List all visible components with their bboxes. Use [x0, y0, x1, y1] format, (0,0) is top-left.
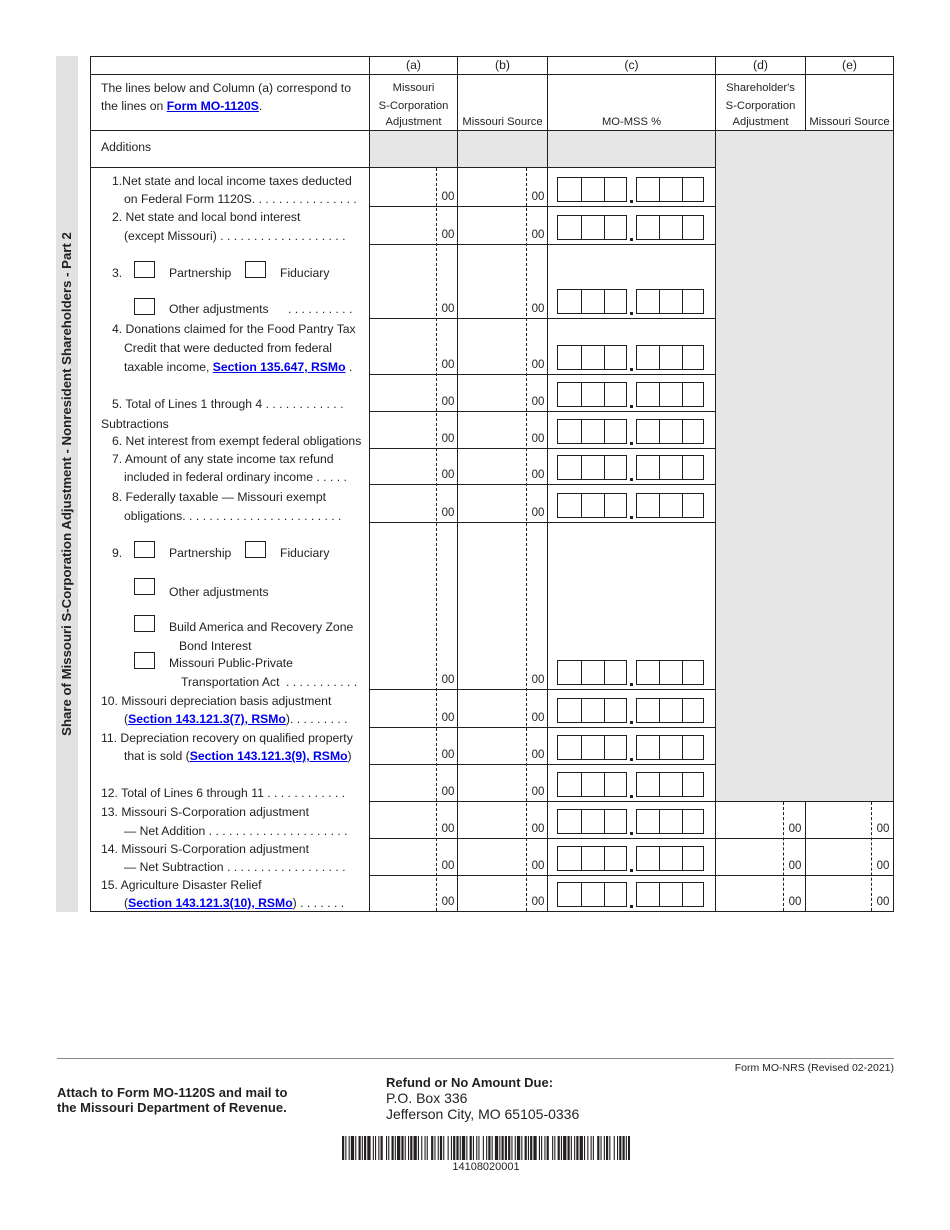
line-3-number: 3. — [112, 266, 123, 280]
line-2-col-a-input[interactable] — [371, 214, 435, 242]
line-7-col-a-input[interactable] — [371, 454, 435, 482]
line-13-col-d-input[interactable] — [717, 808, 781, 836]
line-5-col-a-cents: 00 — [441, 396, 455, 408]
line-9-partnership-checkbox[interactable] — [134, 541, 155, 558]
form-mo-1120s-link[interactable]: Form MO-1120S — [166, 99, 259, 113]
line-3-mo-mss-whole[interactable] — [557, 289, 627, 314]
line-13-col-e-input[interactable] — [807, 808, 869, 836]
line-6-mo-mss-decimal[interactable] — [636, 419, 704, 444]
line-12-col-a-cents: 00 — [441, 786, 455, 798]
line-5-col-b-cents: 00 — [531, 396, 545, 408]
line-10-col-b-cents: 00 — [531, 712, 545, 724]
line-15-decimal-point — [630, 905, 633, 908]
line-9-col-b-cents: 00 — [531, 674, 545, 686]
line-9-mo-mss-decimal[interactable] — [636, 660, 704, 685]
line-9-public-private-checkbox[interactable] — [134, 652, 155, 669]
line-13-col-e-cents: 00 — [876, 823, 890, 835]
line-8-col-b-input[interactable] — [459, 492, 525, 520]
section-135-647-link[interactable]: Section 135.647, RSMo — [212, 360, 346, 374]
line-6-decimal-point — [630, 442, 633, 445]
line-15-col-e-input[interactable] — [807, 881, 869, 909]
line-12-decimal-point — [630, 795, 633, 798]
line-1-col-b-cents: 00 — [531, 191, 545, 203]
line-13-col-d-cents: 00 — [788, 823, 802, 835]
line-6-col-a-input[interactable] — [371, 418, 435, 446]
line-7-col-b-cents: 00 — [531, 469, 545, 481]
line-3-other-checkbox[interactable] — [134, 298, 155, 315]
attach-instruction-2: the Missouri Department of Revenue. — [57, 1100, 287, 1115]
line-1-mo-mss-decimal[interactable] — [636, 177, 704, 202]
mail-po-box: P.O. Box 336 — [386, 1090, 468, 1106]
line-15-col-a-cents: 00 — [441, 896, 455, 908]
line-7-mo-mss-decimal[interactable] — [636, 455, 704, 480]
line-9-build-america-checkbox[interactable] — [134, 615, 155, 632]
line-11-col-b-cents: 00 — [531, 749, 545, 761]
line-1-decimal-point — [630, 200, 633, 203]
line-6-mo-mss-whole[interactable] — [557, 419, 627, 444]
line-15-label: 15. Agriculture Disaster Relief — [101, 878, 262, 892]
col-d-letter: (d) — [753, 58, 768, 72]
line-5-mo-mss-decimal[interactable] — [636, 382, 704, 407]
line-15-mo-mss-whole[interactable] — [557, 882, 627, 907]
line-5-col-b-input[interactable] — [459, 381, 525, 409]
line-6-col-a-cents: 00 — [441, 433, 455, 445]
line-15-mo-mss-decimal[interactable] — [636, 882, 704, 907]
line-13-mo-mss-whole[interactable] — [557, 809, 627, 834]
line-4-col-b-cents: 00 — [531, 359, 545, 371]
line-2-mo-mss-whole[interactable] — [557, 215, 627, 240]
refund-heading: Refund or No Amount Due: — [386, 1075, 554, 1090]
line-4-mo-mss-decimal[interactable] — [636, 345, 704, 370]
line-14-col-b-cents: 00 — [531, 860, 545, 872]
line-11-col-a-input[interactable] — [371, 734, 435, 762]
line-9-other-checkbox[interactable] — [134, 578, 155, 595]
line-13-col-b-cents: 00 — [531, 823, 545, 835]
line-15-col-d-cents: 00 — [788, 896, 802, 908]
form-id: Form MO-NRS (Revised 02-2021) — [734, 1062, 894, 1074]
line-5-label: 5. Total of Lines 1 through 4 . . . . . . . . . . . . — [112, 397, 344, 411]
line-14-col-e-input[interactable] — [807, 845, 869, 873]
line-7-col-a-cents: 00 — [441, 469, 455, 481]
line-2-col-a-cents: 00 — [441, 229, 455, 241]
section-143-121-3-7-link[interactable]: Section 143.121.3(7), RSMo — [128, 712, 286, 726]
line-9-col-a-input[interactable] — [371, 659, 435, 687]
columns-de-shade — [716, 131, 894, 801]
line-9-col-a-cents: 00 — [441, 674, 455, 686]
line-14-col-a-cents: 00 — [441, 860, 455, 872]
line-9-fiduciary-checkbox[interactable] — [245, 541, 266, 558]
line-5-mo-mss-whole[interactable] — [557, 382, 627, 407]
line-14-mo-mss-whole[interactable] — [557, 846, 627, 871]
line-13-mo-mss-decimal[interactable] — [636, 809, 704, 834]
line-11-label: 11. Depreciation recovery on qualified property — [101, 731, 353, 745]
line-4-col-b-input[interactable] — [459, 344, 525, 372]
barcode — [342, 1136, 630, 1160]
line-13-col-b-input[interactable] — [459, 808, 525, 836]
line-14-col-e-cents: 00 — [876, 860, 890, 872]
line-8-col-a-input[interactable] — [371, 492, 435, 520]
line-3-col-a-cents: 00 — [441, 303, 455, 315]
section-143-121-3-9-link[interactable]: Section 143.121.3(9), RSMo — [189, 749, 348, 763]
line-13-label: 13. Missouri S-Corporation adjustment — [101, 805, 309, 819]
mail-city: Jefferson City, MO 65105-0336 — [386, 1106, 580, 1122]
line-10-decimal-point — [630, 721, 633, 724]
line-6-col-b-input[interactable] — [459, 418, 525, 446]
line-10-label: 10. Missouri depreciation basis adjustment — [101, 694, 332, 708]
line-5-decimal-point — [630, 405, 633, 408]
line-8-label: 8. Federally taxable — Missouri exempt — [112, 490, 327, 504]
line-14-label: 14. Missouri S-Corporation adjustment — [101, 842, 309, 856]
line-2-label: 2. Net state and local bond interest — [112, 210, 301, 224]
col-a-header: Missouri — [392, 82, 435, 94]
line-9-decimal-point — [630, 683, 633, 686]
line-11-decimal-point — [630, 758, 633, 761]
line-9-col-b-input[interactable] — [459, 659, 525, 687]
line-2-col-b-input[interactable] — [459, 214, 525, 242]
line-14-col-d-input[interactable] — [717, 845, 781, 873]
line-3-col-b-input[interactable] — [459, 288, 525, 316]
intro-line-2: the lines on Form MO-1120S. — [101, 99, 263, 113]
attach-instruction-1: Attach to Form MO-1120S and mail to — [57, 1085, 288, 1100]
line-2-decimal-point — [630, 238, 633, 241]
line-12-mo-mss-whole[interactable] — [557, 772, 627, 797]
line-11-col-b-input[interactable] — [459, 734, 525, 762]
line-15-col-d-input[interactable] — [717, 881, 781, 909]
line-15-col-b-input[interactable] — [459, 881, 525, 909]
line-2-col-b-cents: 00 — [531, 229, 545, 241]
line-15-col-e-cents: 00 — [876, 896, 890, 908]
additions-label: Additions — [101, 140, 152, 154]
line-3-decimal-point — [630, 312, 633, 315]
line-9-mo-mss-whole[interactable] — [557, 660, 627, 685]
col-e-header: Missouri Source — [809, 116, 890, 128]
line-1-col-a-input[interactable] — [371, 176, 435, 204]
line-7-col-b-input[interactable] — [459, 454, 525, 482]
line-8-decimal-point — [630, 516, 633, 519]
line-8-mo-mss-decimal[interactable] — [636, 493, 704, 518]
line-10-col-b-input[interactable] — [459, 697, 525, 725]
line-4-mo-mss-whole[interactable] — [557, 345, 627, 370]
line-10-mo-mss-whole[interactable] — [557, 698, 627, 723]
line-4-col-a-input[interactable] — [371, 344, 435, 372]
line-10-col-a-input[interactable] — [371, 697, 435, 725]
col-d-header: Shareholder's — [726, 82, 795, 94]
line-15-col-b-cents: 00 — [531, 896, 545, 908]
line-1-label: 1.Net state and local income taxes deducted — [112, 174, 352, 188]
line-12-mo-mss-decimal[interactable] — [636, 772, 704, 797]
line-11-mo-mss-whole[interactable] — [557, 735, 627, 760]
line-4-decimal-point — [630, 368, 633, 371]
line-14-col-b-input[interactable] — [459, 845, 525, 873]
line-12-label: 12. Total of Lines 6 through 11 . . . . . . . . . . . . — [101, 786, 346, 800]
line-3-fiduciary-checkbox[interactable] — [245, 261, 266, 278]
line-3-partnership-checkbox[interactable] — [134, 261, 155, 278]
line-3-mo-mss-decimal[interactable] — [636, 289, 704, 314]
col-b-letter: (b) — [495, 58, 510, 72]
line-13-col-a-cents: 00 — [441, 823, 455, 835]
col-e-letter: (e) — [842, 58, 857, 72]
line-1-col-b-input[interactable] — [459, 176, 525, 204]
barcode-number: 14108020001 — [452, 1161, 520, 1173]
line-10-mo-mss-decimal[interactable] — [636, 698, 704, 723]
line-3-col-b-cents: 00 — [531, 303, 545, 315]
line-14-col-a-input[interactable] — [371, 845, 435, 873]
line-8-mo-mss-whole[interactable] — [557, 493, 627, 518]
line-11-col-a-cents: 00 — [441, 749, 455, 761]
line-13-col-a-input[interactable] — [371, 808, 435, 836]
section-143-121-3-10-link[interactable]: Section 143.121.3(10), RSMo — [128, 896, 293, 910]
line-12-col-a-input[interactable] — [371, 771, 435, 799]
line-14-mo-mss-decimal[interactable] — [636, 846, 704, 871]
line-7-decimal-point — [630, 478, 633, 481]
intro-line-1: The lines below and Column (a) correspond to — [101, 81, 351, 95]
line-6-col-b-cents: 00 — [531, 433, 545, 445]
line-6-label: 6. Net interest from exempt federal obligations — [112, 434, 362, 448]
col-c-letter: (c) — [624, 58, 639, 72]
line-13-decimal-point — [630, 832, 633, 835]
line-12-col-b-input[interactable] — [459, 771, 525, 799]
line-4-col-a-cents: 00 — [441, 359, 455, 371]
line-2-mo-mss-decimal[interactable] — [636, 215, 704, 240]
additions-shade — [370, 131, 715, 167]
line-7-label: 7. Amount of any state income tax refund — [112, 452, 334, 466]
line-5-col-a-input[interactable] — [371, 381, 435, 409]
line-14-decimal-point — [630, 869, 633, 872]
section-title: Share of Missouri S-Corporation Adjustment - Nonresident Shareholders - Part 2 — [59, 232, 74, 736]
line-14-col-d-cents: 00 — [788, 860, 802, 872]
col-a-letter: (a) — [406, 58, 421, 72]
line-3-col-a-input[interactable] — [371, 288, 435, 316]
line-1-mo-mss-whole[interactable] — [557, 177, 627, 202]
line-7-mo-mss-whole[interactable] — [557, 455, 627, 480]
line-8-col-b-cents: 00 — [531, 507, 545, 519]
col-c-header: MO-MSS % — [601, 116, 662, 128]
line-1-col-a-cents: 00 — [441, 191, 455, 203]
col-b-header: Missouri Source — [462, 116, 543, 128]
line-9-number: 9. — [112, 546, 123, 560]
subtractions-label: Subtractions — [101, 417, 169, 431]
line-8-col-a-cents: 00 — [441, 507, 455, 519]
line-11-mo-mss-decimal[interactable] — [636, 735, 704, 760]
line-12-col-b-cents: 00 — [531, 786, 545, 798]
line-10-col-a-cents: 00 — [441, 712, 455, 724]
line-4-label: 4. Donations claimed for the Food Pantry Tax — [112, 322, 356, 336]
line-15-col-a-input[interactable] — [371, 881, 435, 909]
